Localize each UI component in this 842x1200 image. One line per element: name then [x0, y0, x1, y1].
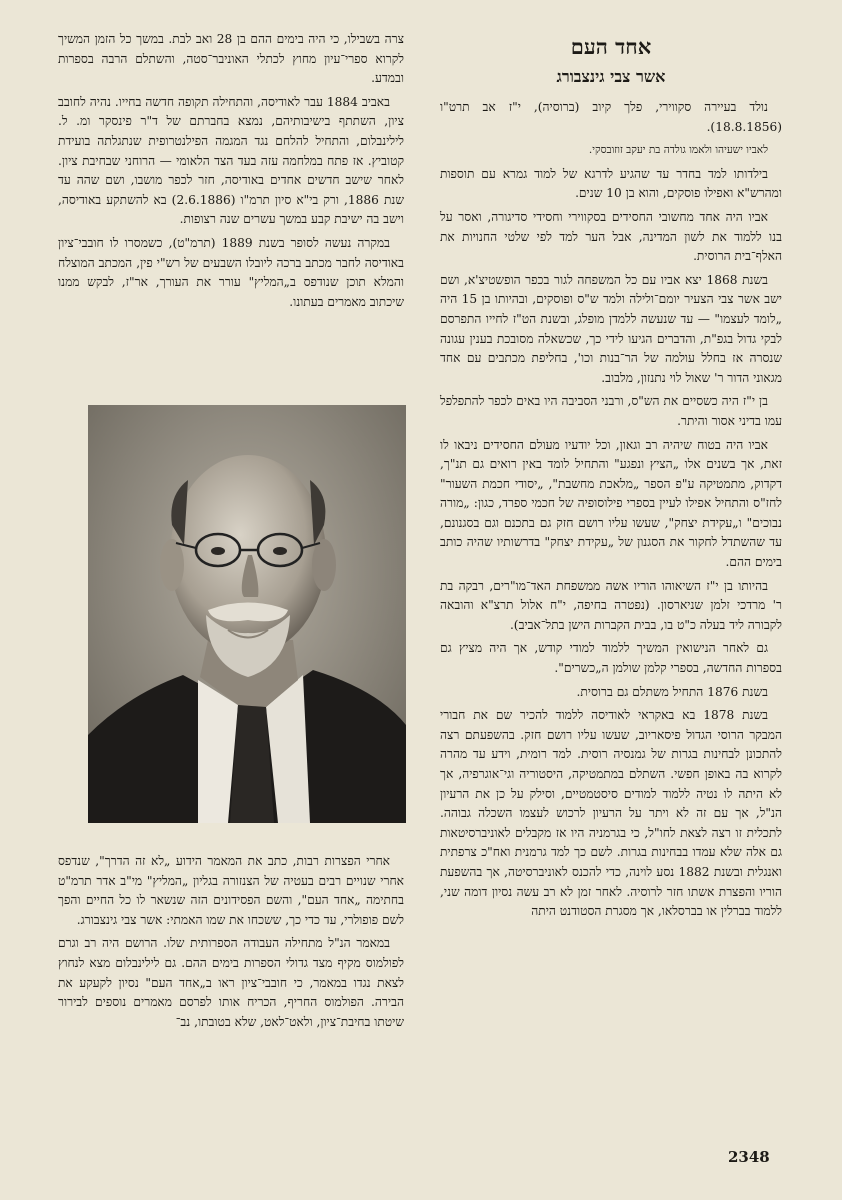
page-number: 2348 [728, 1148, 770, 1166]
paragraph: בן י"ז היה כשסיים את הש"ס, ורבני הסביבה היו באים לכפר להתפלפל עמו בדיני אסור והיתר. [440, 394, 782, 428]
paragraph: בשנת 1868 יצא אביו עם כל המשפחה לגור בכפר הופשטיצ'א, ושם ישב אשר צבי הצעיר יומם־ולילה ולמד ש"ס ופוסקים, ובהיותו בן 15 היה „לומד לעצמו" — עד שנעשה ללמדן מופלג, ובשנת הט"ז לחייו התפרסם לבקי גדול בגפ"ת, והדברים הגיעו לידי כך, שכשאלה מסובכת בענין עגונה שנסרה אז בחלל עולמה של הר־בנות וכו', בחליפת מכתבים עם אחד מגאוני הדור ר' שאול לוי נתנזון, מלבוב. [440, 272, 782, 385]
left-column-top [58, 30, 404, 316]
paragraph: באביב 1884 עבר לאודיסה, והתחילה תקופה חדשה בחייו. נהיה לחובב ציון, השתתף בישיבותיהם, נמצא בחברתם של ד"ר פינסקר ומ. ל. לילינבלום, והתחיל להלחם נגד המגמה הפילנטרופית שנתגלתה בועידת קטוביץ. אז פתח במלחמה עזה בעד הצד הלאומי — הרוחני שבחיבת ציון. לאחר שישב חדשים אחדים באודיסה, חזר לכפר מושבו, ושם שהה עד שנת 1886, ורק בי"א סיון תרמ"ו (2.6.1886) בא להשתקע באודיסה, וישב בה ישיבת קבע במשך עשרים שנה רצופות. [58, 94, 404, 227]
article-author-name: אשר צבי גינצבורג [556, 67, 666, 86]
paragraph: נולד בעיירה סקווירי, פלך קיוב (ברוסיה), י"ז אב תרט"ו (18.8.1856). [440, 100, 782, 134]
portrait-photo [88, 405, 406, 823]
paragraph: גם לאחר הנישואין המשיך ללמוד למודי קודש, אך היה מציץ גם בספרות החדשה, בספרי קלמן שולמן ה„כשרים". [440, 641, 782, 676]
article-title: אחד העם [570, 34, 652, 59]
paragraph: במאמר הנ"ל מתחילה העבודה הספרותית שלו. הרושם היה רב וגרם לפולמוס מקיף מצד גדולי הספרות בימים ההם. גם לילינבלום מצא לנחוץ לצאת נגדו במאמר, כי חובבי־ציון ראו ב„אחד העם" נסיון לקעקע את הבירה. הפולמוס החריף, הכריח אותו לפרסם מאמרים נוספים לבירור שיטתו בחיבת־ציון, ולאט־לאט, שלא בטובתו, נב־ [58, 936, 404, 1029]
portrait-image [88, 405, 406, 823]
paragraph: לאביו ישעיהו ולאמו גולדה בת יעקב זוזובסקי. [588, 144, 768, 157]
paragraph: בשנת 1878 בא באקראי לאודיסה ללמוד להכיר שם את חבורי המבקר הרוסי הגדול פיסאריוב, שעשו עליו רושם חזק. בהשפעתם רצה להתכונן לבחינות בגרות של גמנסיה רוסית. למד רומית, וידע עד מהרה לקרוא בה באופן חפשי. השתלם במתמטיקה, היסטוריה וגי־אוגרפיה, אך לא היתה לו נטיה ללמוד למודים סיסטמטיים, וסילק על כן את הרעיון הנ"ל, אך עם זה לא ויתר על הרעיון לרכוש לעצמו השכלה גבוהה. לתכלית זו רצה לצאת לחו"ל, כי בגרמניה היו אז מקבלים לאוניברסיטאות גם אלה שלא עמדו בבחינות בגרות. לשם כך למד גרמנית ואח"כ צרפתית ואנגלית ובשנת 1882 נסע לוינה, כדי להכנס לאוניברסיטה, אך בהשפעת הוריו והפצרת אשתו חזר לרוסיה. לאחר זמן לא רב עשה נסיון דומה שני, ללמוד בברלין או בברסלאו, אך מסגרת הסטודנט היתה [440, 708, 782, 919]
paragraph: במקרה נעשה לסופר בשנת 1889 (תרמ"ט), כשמסרו לו חובבי־ציון באודיסה לחבר מכתב ברכה ליובלו השבעים של רש"י פין, המכתב המוצלח והמלא תוכן שנודפס ב„המליץ" עורר את העורך, אר"ז, לבקש ממנו שיכתוב מאמרים בעתונו. [58, 235, 404, 309]
left-column-bottom [58, 852, 404, 1036]
paragraph: אביו היה בטוח שיהיה רב וגאון, וכל יודעיו מעולם החסידים ניבאו לו זאת, אך בשנים אלו „הציץ ונפגע" והתחיל לומד באין רואים גם תנ"ך, דקדוק, מתמטיקה ע"פ הספר „מלאכת מחשבת", „יסודי חכמת השעור" לחז"ס והתחיל אפילו לעיין בספרי פילוסופיה של חכמי ספרד, כגון: „מורה נבוכים" ו„עקידת יצחק", שעשו עליו רושם חזק גם בתכנם וגם בסגנונם, עד שהשתדל לחקור את הסגנון של „עקידת יצחק" בדרשותיו שהיה כותב בימים ההם. [440, 437, 782, 570]
paragraph: אביו היה אחד מחשובי החסידים בסקווירי וחסידי סדיגורה, ואסר על בנו ללמוד את לשון המדינה, אבל הער למד לפי שלטי החנויות את האלף־בית הרוסית. [440, 209, 782, 264]
paragraph: בשנת 1876 התחיל משתלם גם ברוסית. [576, 684, 768, 699]
paragraph: אחרי הפצרות רבות, כתב את המאמר הידוע „לא זה הדרך", שנדפס אחרי שנויים רבים בעטיה של הצנזורה בגליון „המליץ" מי"ב אדר תרמ"ט בחתימה „אחד העם", והשם הפסידונים הזה שנשאר לו כל החיים והפך לשם פופולרי, עד כדי כך, ששכחו את שמו האמתי: אשר צבי גינצבורג. [58, 854, 404, 927]
right-column [440, 28, 782, 926]
paragraph: בילדותו למד בחדר עד שהגיע לדרגא של למוד גמרא עם תוספות ומהרש"א ואפילו פוסקים, והוא בן 10 שנים. [440, 166, 782, 201]
paragraph: צרה בשבילו, כי היה בימים ההם בן 28 ואב לבת. במשך כל הזמן המשיך לקרוא ספרי־עיון מחוץ לכתלי האוניבר־סטה, והשתלם הרבה בספרות ובמדע. [58, 32, 404, 86]
paragraph: בהיותו בן י"ז השיאוהו הוריו אשה ממשפחת האד־מו"רים, רבקה בת ר' מרדכי זלמן שניארסון. (נפטרה בחיפה, י"ח אלול תרצ"א והובאה לקבורה ליד בעלה כ"ט בו, בבית הקברות הישן בתל־אביב). [440, 578, 782, 632]
